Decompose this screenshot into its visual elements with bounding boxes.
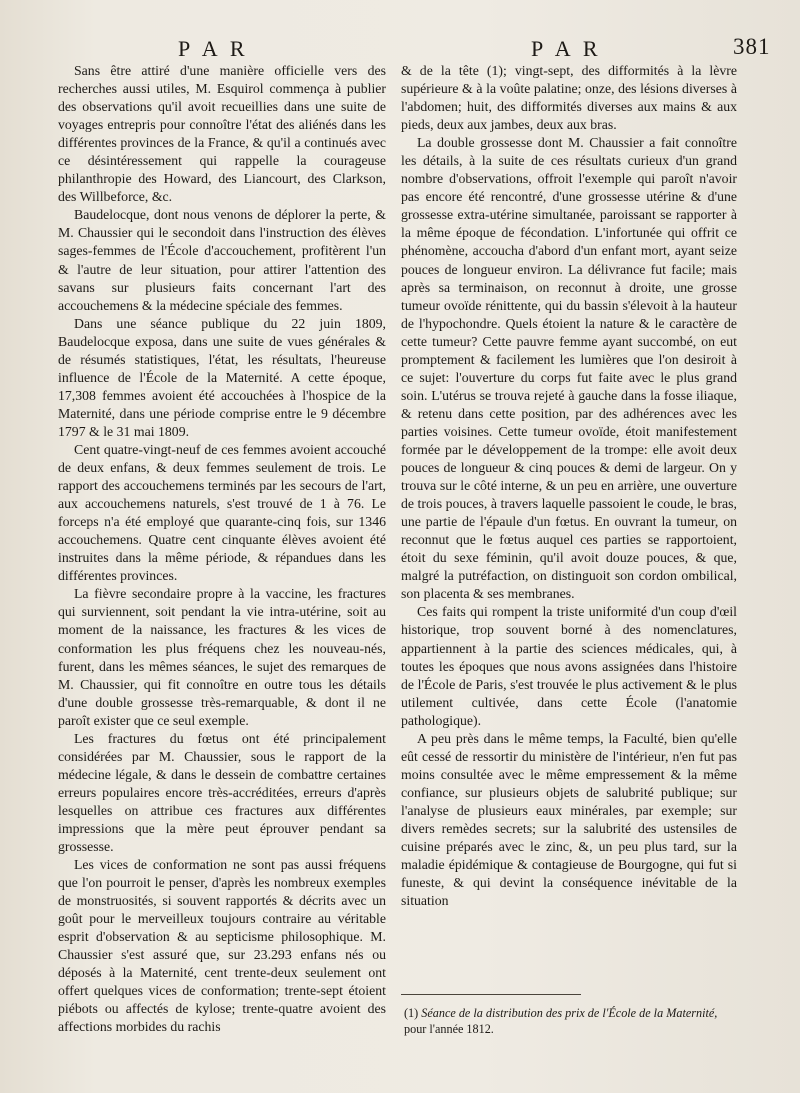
paragraph: Dans une séance publique du 22 juin 1809, Baudelocque exposa, dans une suite de vues générales & de résumés statistiques, l'état, les résultats, l'heureuse influence de l'École de la Maternité. A cette époque, 17,308 femmes avoient été accouchées à l'hospice de la Maternité, dans une période comprise entre le 9 décembre 1797 & le 31 mai 1809. [58,315,386,439]
footnote-text: pour l'année 1812. [404,1021,494,1036]
paragraph: Baudelocque, dont nous venons de déplorer la perte, & M. Chaussier qui le secondoit dans l'instruction des élèves sages-femmes de l'École d'accouchement, profitèrent l'un & l'autre de leur situation, pour attirer l'attention des savans sur plusieurs faits concernant l'art des accouchemens & la médecine spéciale des femmes. [58,207,386,313]
paragraph: Les fractures du fœtus ont été principalement considérées par M. Chaussier, sous le rapport de la médecine légale, & dans le dessein de combattre certaines erreurs populaires encore très-accréditées, erreurs d'après lesquelles on attribue ces fractures aux différentes impressions que la mère peut éprouver pendant sa grossesse. [58,730,386,855]
footnote-marker: (1) [404,1006,419,1020]
paragraph: La fièvre secondaire propre à la vaccine, les fractures qui surviennent, soit pendant la vie intra-utérine, soit au moment de la naissance, les fractures & les vices de conformation les plus fréquens chez les nouveau-nés, furent, dans les mêmes séances, le sujet des remarques de M. Chaussier, qui fit connoître en outre tous les détails d'une double grossesse très-remarquable, & dont il ne paroît exister que ce seul exemple. [58,586,386,728]
right-column [401,62,737,910]
paragraph: La double grossesse dont M. Chaussier a fait connoître les détails, à la suite de ces résultats curieux d'un grand nombre d'observations, offroit l'exemple qui paroît n'avoir pas encore été rencontré, d'une grossesse utérine & d'une grossesse extra-utérine simultanée, paroissant se rapporter à la même époque de fécondation. L'infortunée qui offrit ce phénomène, accoucha d'abord d'un enfant mort, ayant seize pouces de longueur environ. La délivrance fut facile; mais après sa terminaison, on reconnut à droite, une grosse tumeur ovoïde rénittente, qui du bassin s'élevoit à la hauteur de l'hypochondre. Quels étoient la nature & le caractère de cette tumeur? Cette pauvre femme ayant succombé, on eut promptement & facilement les lumières que l'on desiroit à ce sujet: l'ouverture du corps fut faite avec le plus grand soin. L'utérus se trouva rejeté à gauche dans la fosse iliaque, & retenu dans cette position, par des adhérences avec les parties voisines. Cette tumeur ovoïde, étoit manifestement formée par le développement de la trompe: elle avoit deux pouces de longueur & cinq pouces & demi de largeur. On y trouva sur le côté interne, & un peu en arrière, une ouverture de trois pouces, à travers laquelle passoient le coude, le bras, une partie de l'épaule d'un fœtus. En ouvrant la tumeur, on reconnut que le fœtus auquel ces parties se rapportoient, étoit du sexe féminin, qu'il avoit douze pouces, & que, malgré la putréfaction, on distinguoit son cordon ombilical, son placenta & ses membranes. [401,135,737,602]
page-number: 381 [733,34,771,59]
footnote-divider [401,994,581,995]
running-head-right: P A R [531,36,602,61]
left-column [58,62,386,1037]
paragraph: Les vices de conformation ne sont pas aussi fréquens que l'on pourroit le penser, d'après les nombreux exemples de monstruosités, si souvent rapportés & décrits avec un goût pour le merveilleux toujours contraire au véritable esprit d'observation & au septicisme philosophique. M. Chaussier s'est assuré que, sur 23.293 enfans nés ou déposés à la Maternité, cent trente-deux seulement ont offert quelques vices de conformation; trente-sept étoient piébots ou affectés de kylose; trente-quatre avoient des affections morbides du rachis [58,857,386,1035]
paragraph: Cent quatre-vingt-neuf de ces femmes avoient accouché de deux enfans, & deux femmes seulement de trois. Le rapport des accouchemens terminés par les secours de l'art, aux accouchemens naturels, s'est trouvé de 1 à 76. Le forceps n'a été employé que quarante-cinq fois, sur 1346 accouchemens. Quatre cent cinquante élèves avoient été instruites dans la même période, & répandues dans les différentes provinces. [58,441,386,584]
running-head [0,32,800,62]
paragraph: Ces faits qui rompent la triste uniformité d'un coup d'œil historique, trop souvent borné à des nomenclatures, appartiennent à la partie des sciences médicales, qui, à toutes les époques que nous avons assignées dans l'histoire de l'École de Paris, s'est trouvée le plus activement & le plus utilement cultivée, dans cette École (l'anatomie pathologique). [401,604,737,728]
paragraph: A peu près dans le même temps, la Faculté, bien qu'elle eût cessé de ressortir du ministère de l'intérieur, n'en fut pas moins consultée avec le même empressement & la même confiance, sur plusieurs objets de salubrité publique; sur l'analyse de plusieurs eaux minérales, par exemple; sur divers remèdes secrets; sur la salubrité des ustensiles de cuisine préparés avec le zinc, &, un peu plus tard, sur la maladie épidémique & contagieuse de Bourgogne, qui fut si funeste, & qui devint la conséquence inévitable de la situation [401,730,737,909]
footnote [404,1006,732,1037]
paragraph: & de la tête (1); vingt-sept, des difformités à la lèvre supérieure & à la voûte palatine; onze, des lésions diverses à l'abdomen; huit, des difformités diverses aux mains & aux pieds, deux aux jambes, deux aux bras. [401,63,737,133]
paragraph: Sans être attiré d'une manière officielle vers des recherches aussi utiles, M. Esquirol commença à publier des observations qu'il avoit recueillies dans une suite de voyages entrepris pour connoître l'état des aliénés dans les différentes provinces de la France, & qu'il a continués avec ce désintéressement qui rappelle la courageuse philanthropie des Howard, des Liancourt, des Clarkson, des Willbeforce, &c. [58,63,386,205]
running-head-left: P A R [178,36,249,61]
footnote-title: Séance de la distribution des prix de l'École de la Maternité, [421,1006,718,1020]
